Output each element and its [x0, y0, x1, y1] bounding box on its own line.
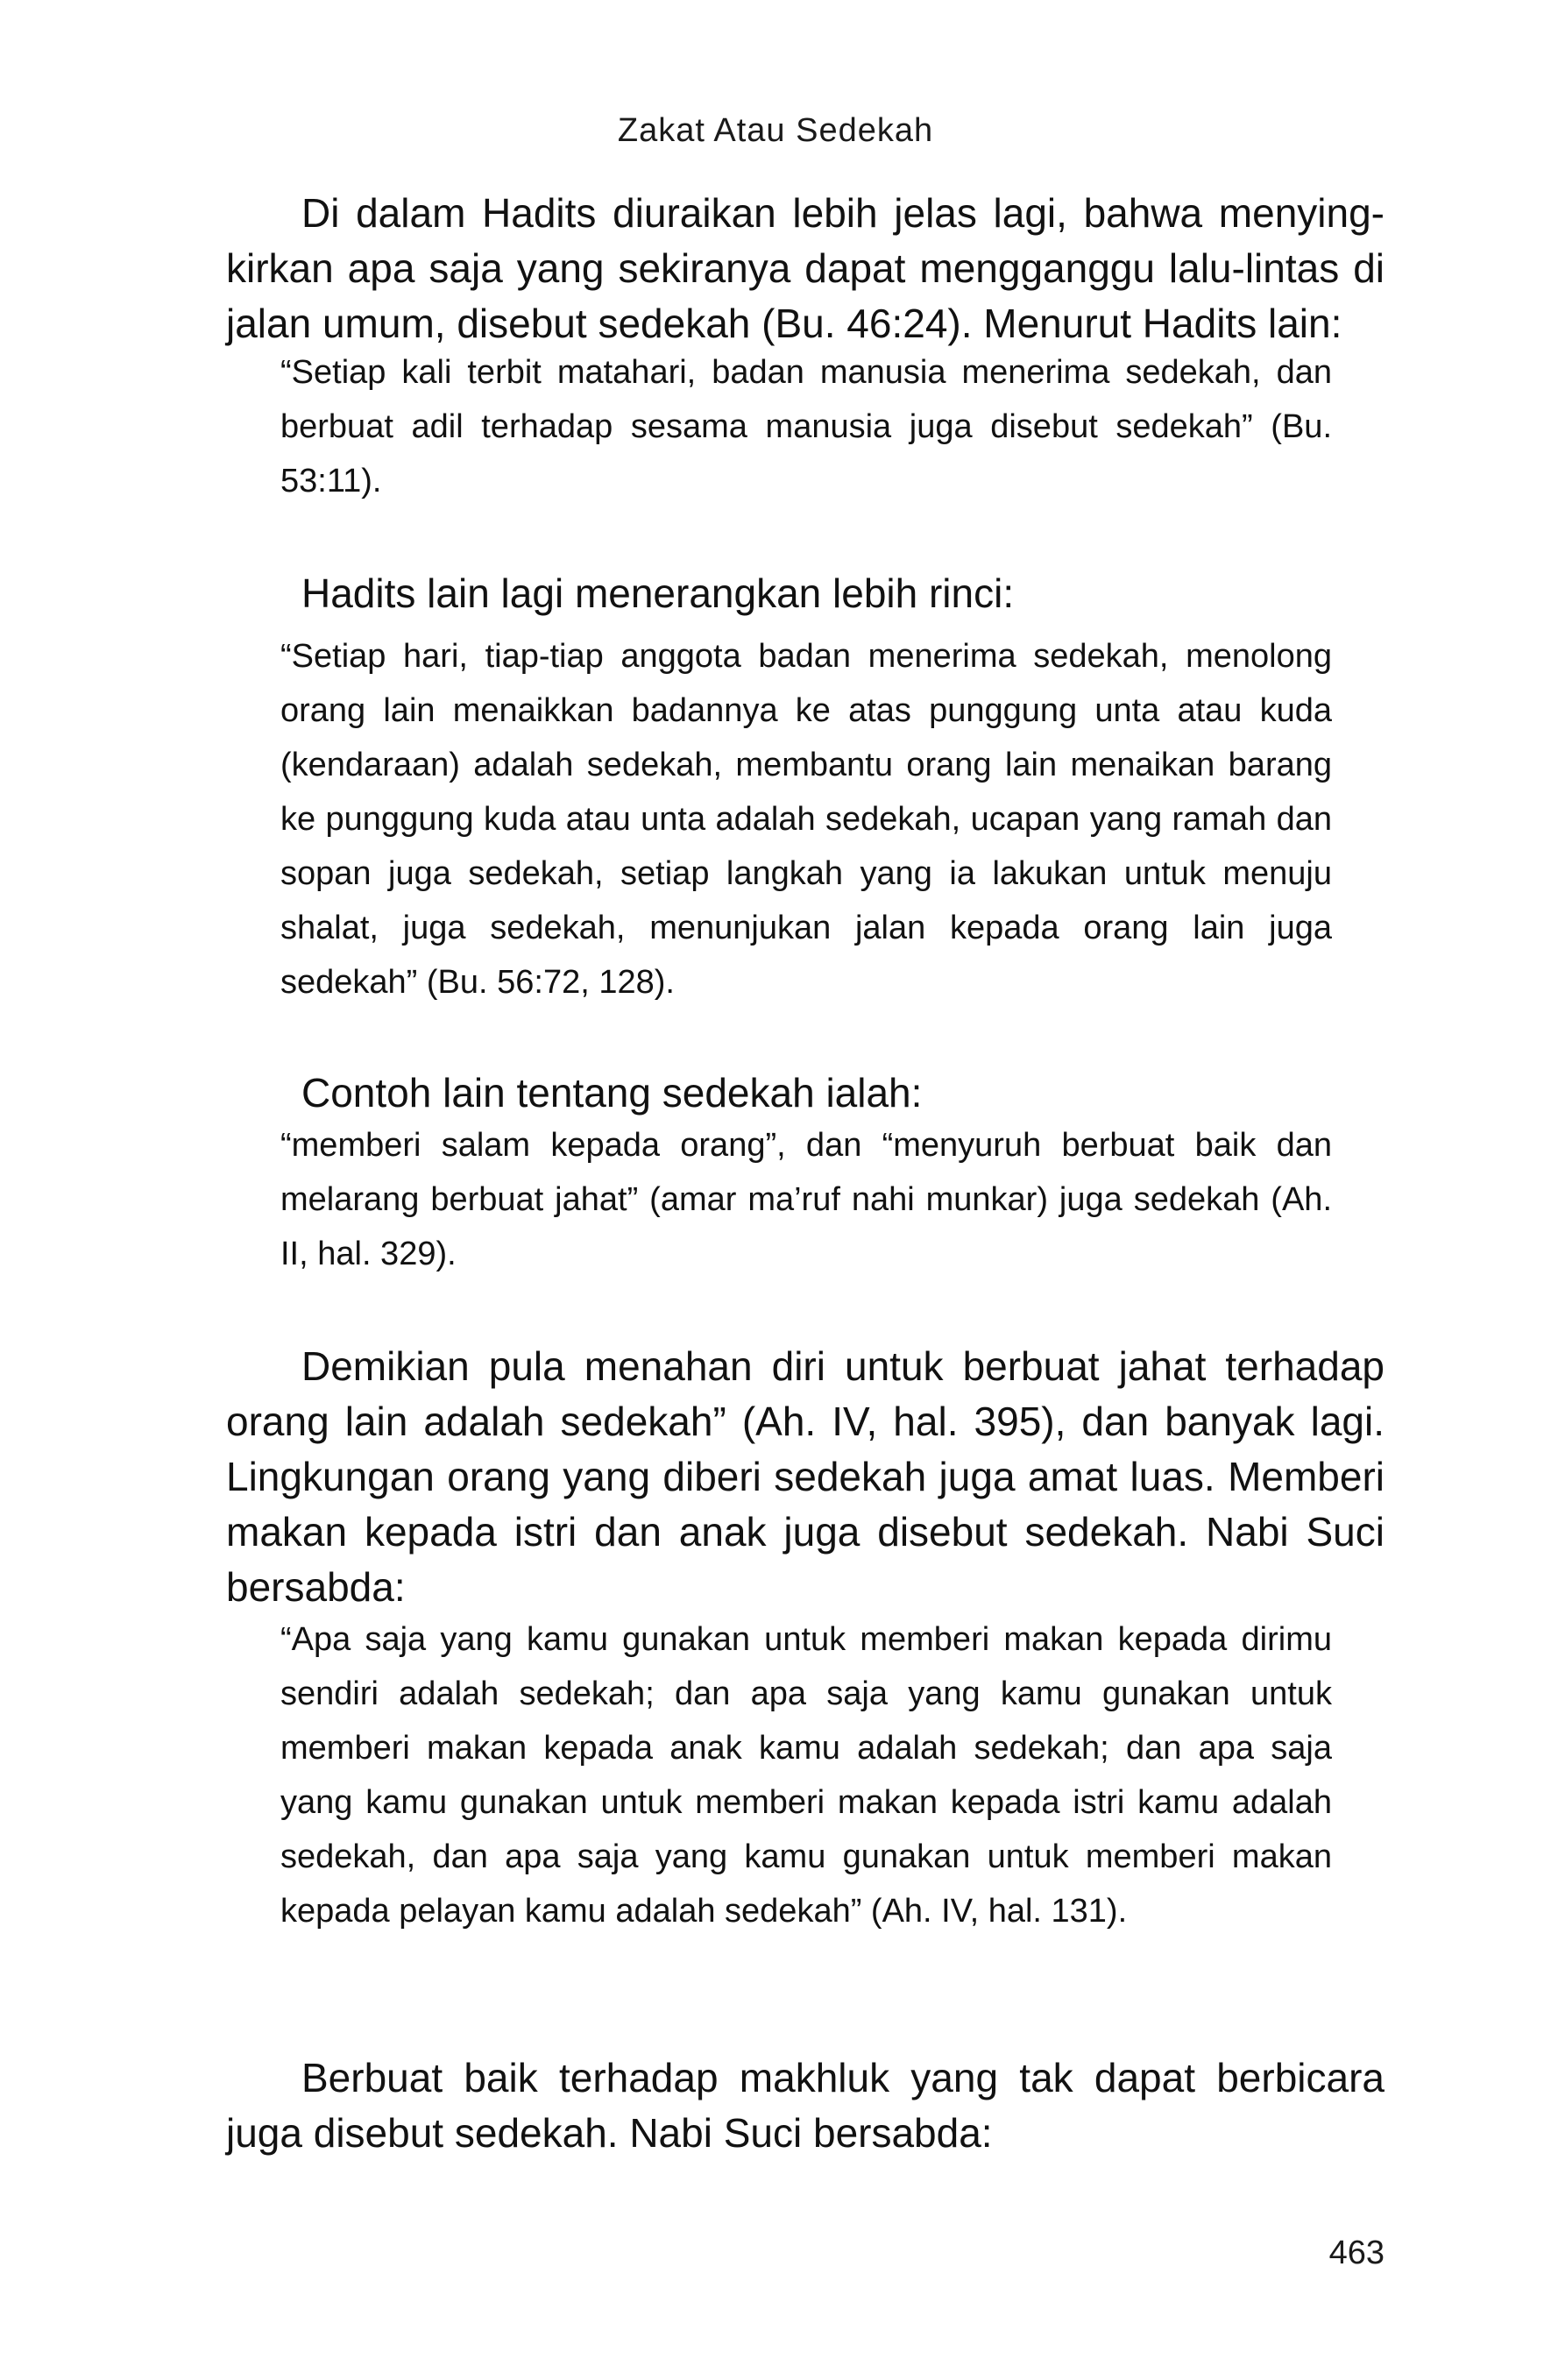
page-number: 463 [1328, 2235, 1385, 2271]
quote-terbit-matahari: “Setiap kali terbit matahari, badan manusia menerima sedekah, dan berbuat adil terhadap sesama manusia juga disebut sedekah” (Bu. 53:11). [280, 354, 1332, 499]
running-header: Zakat Atau Sedekah [617, 112, 934, 149]
paragraph-berbuat-baik: Berbuat baik terhadap makhluk yang tak dapat berbicara juga disebut sedekah. Nabi Suci bersabda: [226, 2055, 1385, 2156]
quote-memberi-salam: “memberi salam kepada orang”, dan “menyuruh berbuat baik dan melarang berbuat jahat” (amar ma’ruf nahi munkar) juga sedekah (Ah. II, hal. 329). [280, 1127, 1332, 1272]
quote-anggota-badan: “Setiap hari, tiap-tiap anggota badan menerima sedekah, menolong orang lain menaikkan badannya ke atas punggung unta atau kuda (kendaraan) adalah sedekah, membantu orang lain menaikan barang ke punggung kuda atau unta adalah sedekah, ucapan yang ramah dan sopan juga sedekah, setiap langkah yang ia lakukan untuk menuju shalat, juga sedekah, menunjukan jalan kepada orang lain juga sedekah” (Bu. 56:72, 128). [280, 638, 1332, 1001]
paragraph-contoh-lain: Contoh lain tentang sedekah ialah: [301, 1070, 923, 1116]
paragraph-hadits-rinci: Hadits lain lagi menerangkan lebih rinci: [301, 570, 1015, 616]
quote-memberi-makan: “Apa saja yang kamu gunakan untuk memberi makan kepada dirimu sendiri adalah sedekah; dan apa saja yang kamu gunakan untuk memberi makan kepada anak kamu adalah sedekah; dan apa saja yang kamu gunakan untuk memberi makan kepada istri kamu adalah sedekah, dan apa saja yang kamu gunakan untuk memberi makan kepada pelayan kamu adalah sedekah” (Ah. IV, hal. 131). [280, 1621, 1332, 1930]
paragraph-menahan-diri: Demikian pula menahan diri untuk berbuat jahat terhadap orang lain adalah sedekah” (Ah. IV, hal. 395), dan banyak lagi. Lingkungan orang yang diberi sedekah juga amat luas. Memberi makan kepada istri dan anak juga disebut sedekah. Nabi Suci bersabda: [226, 1343, 1385, 1610]
paragraph-hadits-intro: Di dalam Hadits diuraikan lebih jelas lagi, bahwa menyingkirkan apa saja yang sekiranya dapat mengganggu lalu-lintas di jalan umum, disebut sedekah (Bu. 46:24). Menurut Hadits lain: [226, 190, 1385, 346]
